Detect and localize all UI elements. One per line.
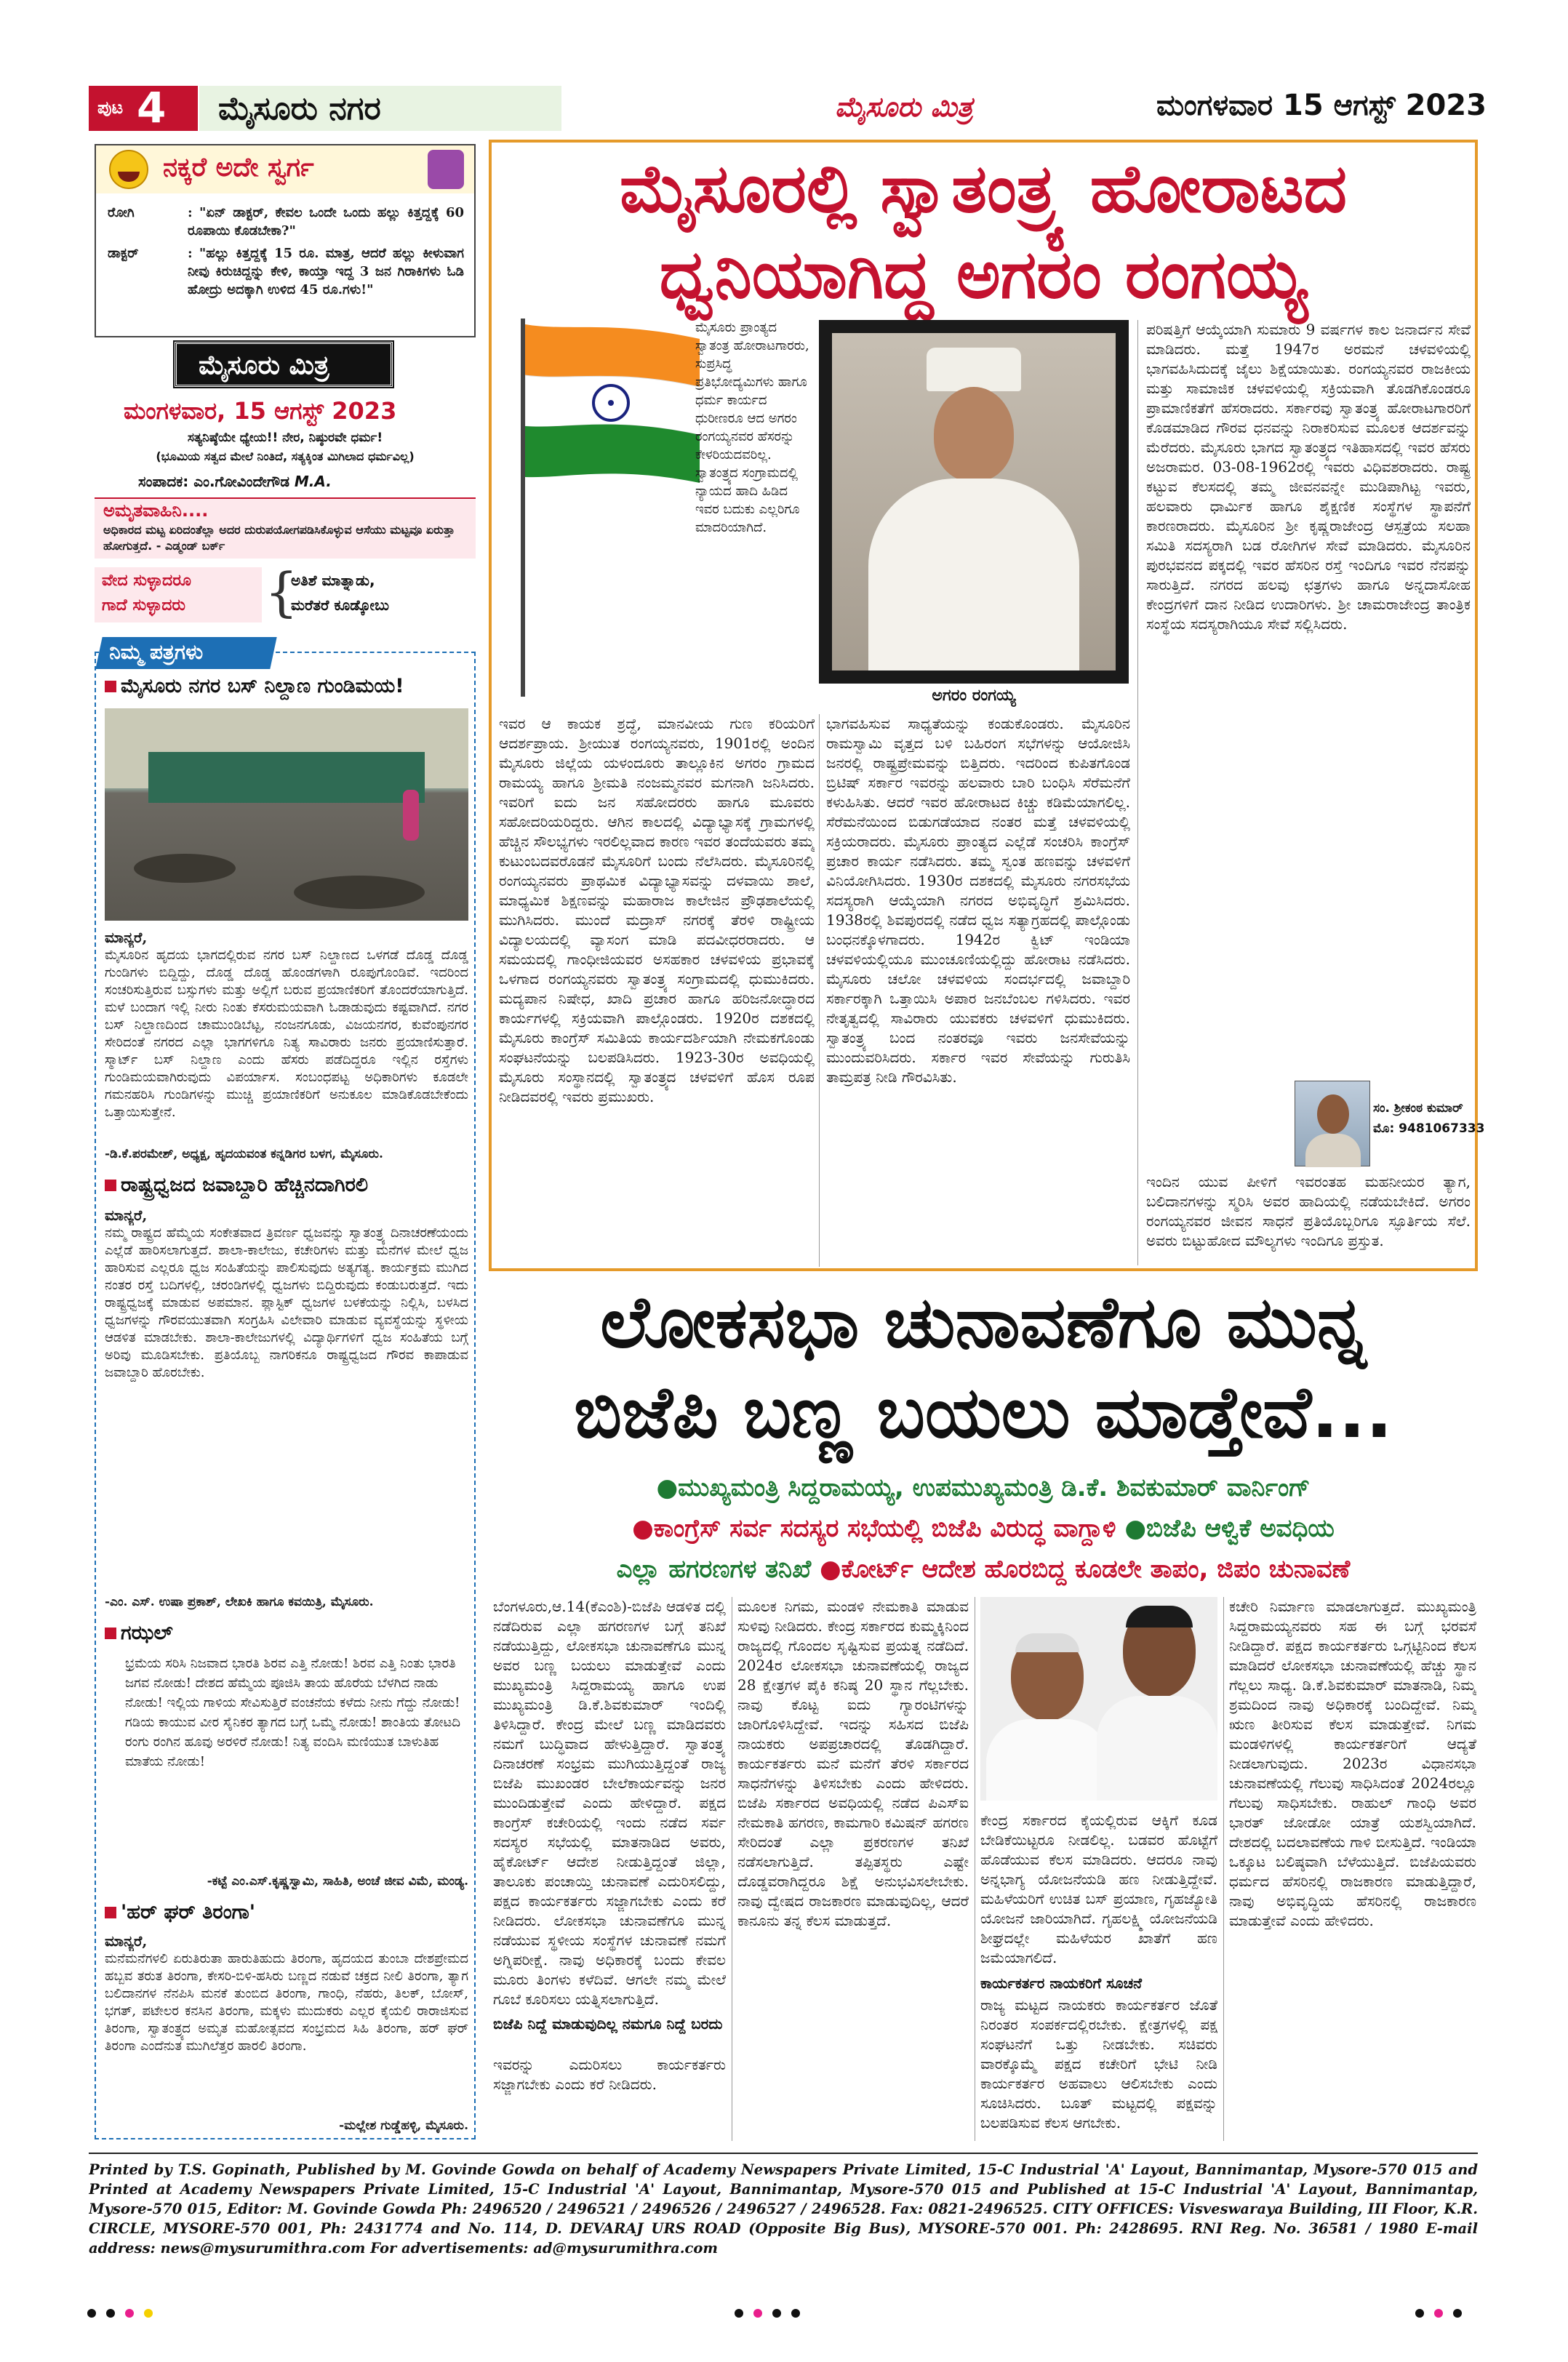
author-photo: [1295, 1081, 1370, 1166]
story2-subhead-1: ●ಮುಖ್ಯಮಂತ್ರಿ ಸಿದ್ದರಾಮಯ್ಯ, ಉಪಮುಖ್ಯಮಂತ್ರಿ ಡಿ.ಕೆ. ಶಿವಕುಮಾರ್ ವಾರ್ನಿಂಗ್: [656, 1473, 1311, 1502]
quote-title: ಅಮೃತವಾಹಿನಿ....: [103, 500, 209, 521]
joke-title: ನಕ್ಕರೆ ಅದೇ ಸ್ವರ್ಗ: [163, 153, 314, 183]
story2-subhead-2: [489, 1514, 1478, 1543]
indian-flag-image: [499, 319, 688, 697]
jester-icon: [428, 150, 464, 189]
editor-credit: [138, 473, 332, 490]
editorial-box: [95, 342, 476, 631]
tricolor-flag-icon: [525, 324, 700, 484]
joke-line-1: : "ಏನ್ ಡಾಕ್ಟರ್, ಕೇವಲ ಒಂದೇ ಒಂದು ಹಲ್ಲು ಕಿತ್ತದ್ದಕ್ಕೆ 60 ರೂಪಾಯಿ ಕೊಡಬೇಕಾ?": [188, 205, 464, 239]
letters-section: [95, 640, 476, 2139]
letter-4-signature: -ಮಲ್ಲೇಶ ಗುಡ್ಡೆಹಳ್ಳಿ, ಮೈಸೂರು.: [339, 2118, 468, 2133]
joke-title-band: [96, 145, 474, 193]
siddaramaiah-shivakumar-photo: [980, 1597, 1217, 1801]
editor-degree: M.A.: [294, 473, 332, 490]
footer-imprint: Printed by T.S. Gopinath, Published by M. Govinde Gowda on behalf of Academy Newspapers Private Limited, 15-C Industrial 'A' Layout, Bannimantap, Mysore-570 015 and Printed at Academy Newspapers Private Limited, 15-C Industrial 'A' Layout, Bannimantap, Mysore-570 015 and Published at 15-C Industrial 'A' Layout, Bannimantap, Mysore-570 015, Editor: M. Govinde Gowda Ph: 2496520 / 2496521 / 2496526 / 2496527 / 2496528. Fax: 0821-2496525. CITY OFFICES: Visveswaraya Building, III Floor, K.R. CIRCLE, MYSORE-570 001, Ph: 2431774 and No. 114, D. DEVARAJ URS ROAD (Opposite Big Bus), MYSORE-570 001. Ph: 2428695. RNI Reg. No. 36581 / 1980 E-mail address: news@mysurumithra.com For advertisements: ad@mysurumithra.com: [89, 2161, 1478, 2257]
lead-headline-1: ಮೈಸೂರಲ್ಲಿ ಸ್ವಾತಂತ್ರ್ಯ ಹೋರಾಟದ: [619, 150, 1348, 228]
story2-headline-1: ಲೋಕಸಭಾ ಚುನಾವಣೆಗೂ ಮುನ್ನ: [600, 1281, 1367, 1364]
bus-stand-photo: [105, 708, 468, 921]
joke-speaker-2: ಡಾಕ್ಟರ್: [108, 246, 139, 261]
joke-speaker-1: ರೋಗಿ: [108, 205, 135, 220]
masthead-logo-text: ಮೈಸೂರು ಮಿತ್ರ: [199, 350, 329, 380]
story2-subhead-3a: ಎಲ್ಲಾ ಹಗರಣಗಳ ತನಿಖೆ: [616, 1555, 812, 1584]
square-bullet-icon: [105, 1628, 116, 1639]
registration-marks-left: [87, 2307, 153, 2321]
page-label: ಪುಟ: [97, 97, 124, 118]
letter-3-signature: -ಕಟ್ಟೆ ಎಂ.ಎಸ್.ಕೃಷ್ಣಸ್ವಾಮಿ, ಸಾಹಿತಿ, ಅಂಚೆ ಜೀವ ವಿಮೆ, ಮಂಡ್ಯ.: [207, 1874, 468, 1889]
author-phone: ಮೊ: 9481067333: [1373, 1121, 1485, 1136]
story2-subhead-2a: ●ಕಾಂಗ್ರೆಸ್ ಸರ್ವ ಸದಸ್ಯರ ಸಭೆಯಲ್ಲಿ ಬಿಜೆಪಿ ವಿರುದ್ಧ ವಾಗ್ದಾಳಿ: [632, 1514, 1116, 1543]
letters-header-text: ನಿಮ್ಮ ಪತ್ರಗಳು: [109, 640, 204, 664]
siddaramaiah-portrait: [986, 1633, 1110, 1801]
page-number-tab: [89, 83, 198, 132]
story2-column-3-tail: ರಾಜ್ಯ ಮಟ್ಟದ ನಾಯಕರು ಕಾರ್ಯಕರ್ತರ ಜೊತೆ ನಿರಂತರ ಸಂಪರ್ಕದಲ್ಲಿರಬೇಕು. ಕ್ಷೇತ್ರಗಳಲ್ಲಿ ಪಕ್ಷ ಸಂಘಟನೆಗೆ ಒತ್ತು ನೀಡಬೇಕು. ಸಚಿವರು ವಾರಕ್ಕೊಮ್ಮೆ ಪಕ್ಷದ ಕಚೇರಿಗೆ ಭೇಟಿ ನೀಡಿ ಕಾರ್ಯಕರ್ತರ ಅಹವಾಲು ಆಲಿಸಬೇಕು ಎಂದು ಸೂಚಿಸಿದರು. ಬೂತ್ ಮಟ್ಟದಲ್ಲಿ ಪಕ್ಷವನ್ನು ಬಲಪಡಿಸುವ ಕೆಲಸ ಆಗಬೇಕು.: [980, 1996, 1217, 2131]
masthead-name: ಮೈಸೂರು ಮಿತ್ರ: [835, 90, 973, 123]
laughing-emoji-icon: [109, 150, 148, 189]
section-name: ಮೈಸೂರು ನಗರ: [218, 90, 381, 127]
story2-headline-2: ಬಿಜೆಪಿ ಬಣ್ಣ ಬಯಲು ಮಾಡ್ತೇವೆ...: [574, 1372, 1393, 1454]
square-bullet-icon: [105, 1907, 116, 1918]
author-name: ಸಂ. ಶ್ರೀಕಂಠ ಕುಮಾರ್: [1373, 1101, 1463, 1116]
letter-4-salutation: ಮಾನ್ಯರೆ,: [105, 1932, 148, 1950]
section-name-band: [199, 86, 561, 131]
story2-column-3-subhead: ಕಾರ್ಯಕರ್ತರ ನಾಯಕರಿಗೆ ಸೂಚನೆ: [980, 1974, 1143, 1992]
page-number: 4: [137, 83, 167, 132]
registration-marks-right: [1415, 2307, 1462, 2321]
editor-label: ಸಂಪಾದಕ:: [138, 473, 189, 490]
letter-3-title: ಗಝಲ್: [105, 1622, 468, 1645]
letter-1-signature: -ಡಿ.ಕೆ.ಪರಮೇಶ್, ಅಧ್ಯಕ್ಷ, ಹೃದಯವಂತ ಕನ್ನಡಿಗರ ಬಳಗ, ಮೈಸೂರು.: [105, 1147, 383, 1161]
letter-2-salutation: ಮಾನ್ಯರೆ,: [105, 1206, 148, 1224]
page-header: [89, 83, 1487, 134]
portrait-frame: [819, 320, 1129, 684]
letter-2-body: ನಮ್ಮ ರಾಷ್ಟ್ರದ ಹೆಮ್ಮೆಯ ಸಂಕೇತವಾದ ತ್ರಿವರ್ಣ ಧ್ವಜವನ್ನು ಸ್ವಾತಂತ್ರ್ಯ ದಿನಾಚರಣೆಯಂದು ಎಲ್ಲೆಡೆ ಹಾರಿಸಲಾಗುತ್ತದೆ. ಶಾಲಾ-ಕಾಲೇಜು, ಕಚೇರಿಗಳು ಮತ್ತು ಮನೆಗಳ ಮೇಲೆ ಧ್ವಜ ಹಾರಿಸುವ ಎಲ್ಲರೂ ಧ್ವಜ ಸಂಹಿತೆಯನ್ನು ಪಾಲಿಸುವುದು ಅತ್ಯಗತ್ಯ. ಕಾರ್ಯಕ್ರಮ ಮುಗಿದ ನಂತರ ರಸ್ತೆ ಬದಿಗಳಲ್ಲಿ, ಚರಂಡಿಗಳಲ್ಲಿ ಧ್ವಜಗಳು ಬಿದ್ದಿರುವುದು ಕಂಡುಬರುತ್ತದೆ. ಇದು ರಾಷ್ಟ್ರಧ್ವಜಕ್ಕೆ ಮಾಡುವ ಅಪಮಾನ. ಪ್ಲಾಸ್ಟಿಕ್ ಧ್ವಜಗಳ ಬಳಕೆಯನ್ನು ನಿಲ್ಲಿಸಿ, ಬಳಸಿದ ಧ್ವಜಗಳನ್ನು ಗೌರವಯುತವಾಗಿ ಸಂಗ್ರಹಿಸಿ ವಿಲೇವಾರಿ ಮಾಡುವ ವ್ಯವಸ್ಥೆಯನ್ನು ಸ್ಥಳೀಯ ಆಡಳಿತ ಮಾಡಬೇಕು. ಶಾಲಾ-ಕಾಲೇಜುಗಳಲ್ಲಿ ವಿದ್ಯಾರ್ಥಿಗಳಿಗೆ ಧ್ವಜ ಸಂಹಿತೆಯ ಬಗ್ಗೆ ಅರಿವು ಮೂಡಿಸಬೇಕು. ಪ್ರತಿಯೊಬ್ಬ ನಾಗರಿಕನೂ ರಾಷ್ಟ್ರಧ್ವಜದ ಗೌರವ ಕಾಪಾಡುವ ಜವಾಬ್ದಾರಿ ಹೊರಬೇಕು.: [105, 1225, 468, 1380]
letter-4-body: ಮನೆಮನೆಗಳಲಿ ಏರುತಿರುತಾ ಹಾರುತಿಹುದು ತಿರಂಗಾ, ಹೃದಯದ ತುಂಬಾ ದೇಶಪ್ರೇಮದ ಹಬ್ಬವ ತರುತ ತಿರಂಗಾ, ಕೇಸರಿ-ಬಿಳಿ-ಹಸಿರು ಬಣ್ಣದ ನಡುವೆ ಚಕ್ರದ ನೀಲಿ ತಿರಂಗಾ, ತ್ಯಾಗ ಬಲಿದಾನಗಳ ನೆನಪಿಸಿ ಮನಕೆ ತುಂಬಿದ ತಿರಂಗಾ, ಗಾಂಧಿ, ನೆಹರು, ತಿಲಕ್, ಬೋಸ್, ಭಗತ್, ಪಟೇಲರ ಕನಸಿನ ತಿರಂಗಾ, ಮಕ್ಕಳು ಮುದುಕರು ಎಲ್ಲರ ಕೈಯಲಿ ರಾರಾಜಿಸುವ ತಿರಂಗಾ, ಸ್ವಾತಂತ್ರ್ಯದ ಅಮೃತ ಮಹೋತ್ಸವದ ಸಂಭ್ರಮದ ಸಿಹಿ ತಿರಂಗಾ, ಹರ್ ಘರ್ ತಿರಂಗಾ ಎಂದೆನುತ ಮುಗಿಲೆತ್ತರ ಹಾರಲಿ ತಿರಂಗಾ.: [105, 1951, 468, 2054]
proverb-right-2: ಮರೆತರೆ ಕೂಡ್ಕೋಬು: [291, 596, 389, 614]
letter-1-title: ಮೈಸೂರು ನಗರ ಬಸ್ ನಿಲ್ದಾಣ ಗುಂಡಿಮಯ!: [105, 675, 468, 698]
letter-3-body: ಭ್ರಮೆಯ ಸರಿಸಿ ನಿಜವಾದ ಭಾರತಿ ಶಿರವ ಎತ್ತಿ ನೋಡು! ಶಿರವ ಎತ್ತಿ ನಿಂತು ಭಾರತಿ ಜಗವ ನೋಡು! ದೇಶದ ಹೆಮ್ಮೆಯ ಪೂಜಿಸಿ ತಾಯ ಹೊರೆಯ ಬೆಳಗಿದ ನಾಡು ನೋಡು! ಇಲ್ಲಿಯ ಗಾಳಿಯ ಸೇವಿಸುತ್ತಿರೆ ವಂಚನೆಯ ಕಳೆದು ನೀನು ಗೆದ್ದು ನೋಡು! ಗಡಿಯ ಕಾಯುವ ವೀರ ಸೈನಿಕರ ತ್ಯಾಗದ ಬಗ್ಗೆ ಒಮ್ಮೆ ನೋಡು! ಶಾಂತಿಯ ತೋಟದಿ ರಂಗು ರಂಗಿನ ಹೂವು ಅರಳಿರೆ ನೋಡು! ನಿತ್ಯ ವಂದಿಸಿ ಮಣಿಯುತ ಬಾಳುತಿಹ ಮಾತೆಯ ನೋಡು!: [125, 1656, 461, 1769]
quote-text: ಅಧಿಕಾರದ ಮಟ್ಟ ಏರಿದಂತೆಲ್ಲಾ ಅದರ ದುರುಪಯೋಗಪಡಿಸಿಕೊಳ್ಳುವ ಆಸೆಯು ಮಟ್ಟವೂ ಏರುತ್ತಾ ಹೋಗುತ್ತದೆ. - ಎಡ್ಮಂಡ್ ಬರ್ಕ್: [103, 523, 455, 553]
proverb-left-1: ವೇದ ಸುಳ್ಳಾದರೂ: [102, 572, 191, 590]
portrait-caption: ಅಗರಂ ರಂಗಯ್ಯ: [932, 686, 1016, 705]
shivakumar-portrait: [1097, 1606, 1217, 1801]
letter-4-title: 'ಹರ್ ಘರ್ ತಿರಂಗಾ': [105, 1901, 468, 1924]
lead-column-3: ಪರಿಷತ್ತಿಗೆ ಆಯ್ಕೆಯಾಗಿ ಸುಮಾರು 9 ವರ್ಷಗಳ ಕಾಲ ಜನಾರ್ದನ ಸೇವೆ ಮಾಡಿದರು. ಮತ್ತೆ 1947ರ ಅರಮನೆ ಚಳವಳಿಯಲ್ಲಿ ಭಾಗವಹಿಸಿದುದಕ್ಕೆ ಜೈಲು ಶಿಕ್ಷೆಯಾಯಿತು. ರಂಗಯ್ಯನವರ ರಾಜಕೀಯ ಮತ್ತು ಸಾಮಾಜಿಕ ಚಳವಳಿಯಲ್ಲಿ ಸಕ್ರಿಯವಾಗಿ ತೊಡಗಿಕೊಂಡರೂ ಪ್ರಾಮಾಣಿಕತೆಗೆ ಹೆಸರಾದರು. ಸರ್ಕಾರವು ಸ್ವಾತಂತ್ರ್ಯ ಹೋರಾಟಗಾರರಿಗೆ ಕೊಡಮಾಡಿದ ಗೌರವ ಧನವನ್ನು ನಿರಾಕರಿಸುವ ಮೂಲಕ ಆದರ್ಶವನ್ನು ಮೆರೆದರು. ಮೈಸೂರು ಭಾಗದ ಸ್ವಾತಂತ್ರ್ಯದ ಇತಿಹಾಸದಲ್ಲಿ ಇವರ ಹೆಸರು ಅಜರಾಮರ. 03-08-1962ರಲ್ಲಿ ಇವರು ವಿಧಿವಶರಾದರು. ರಾಷ್ಟ್ರ ಕಟ್ಟುವ ಕೆಲಸದಲ್ಲಿ ತಮ್ಮ ಜೀವನವನ್ನೇ ಮುಡಿಪಾಗಿಟ್ಟ ಇವರು, ಹಲವಾರು ಧಾರ್ಮಿಕ ಹಾಗೂ ಶೈಕ್ಷಣಿಕ ಸಂಸ್ಥೆಗಳ ಸ್ಥಾಪನೆಗೆ ಕಾರಣರಾದರು. ಮೈಸೂರಿನ ಶ್ರೀ ಕೃಷ್ಣರಾಜೇಂದ್ರ ಆಸ್ಪತ್ರೆಯ ಸಲಹಾ ಸಮಿತಿ ಸದಸ್ಯರಾಗಿ ಬಡ ರೋಗಿಗಳ ಸೇವೆ ಮಾಡಿದರು. ಮೈಸೂರಿನ ಪುರಭವನದ ಪಕ್ಕದಲ್ಲಿ ಇವರ ಹೆಸರಿನ ರಸ್ತೆ ಇಂದಿಗೂ ಇವರ ನೆನಪನ್ನು ಸಾರುತ್ತಿದೆ. ನಗರದ ಹಲವು ಛತ್ರಗಳು ಹಾಗೂ ಅನ್ನದಾಸೋಹ ಕೇಂದ್ರಗಳಿಗೆ ದಾನ ನೀಡಿದ ಉದಾರಿಗಳು. ಶ್ರೀ ಚಾಮರಾಜೇಂದ್ರ ತಾಂತ್ರಿಕ ಸಂಸ್ಥೆಯ ಸದಸ್ಯರಾಗಿಯೂ ಸೇವೆ ಸಲ್ಲಿಸಿದರು.: [1146, 321, 1471, 633]
lead-column-1: ಇವರ ಆ ಕಾಯಕ ಶ್ರದ್ಧೆ, ಮಾನವೀಯ ಗುಣ ಕರಿಯರಿಗೆ ಆದರ್ಶಪ್ರಾಯ. ಶ್ರೀಯುತ ರಂಗಯ್ಯನವರು, 1901ರಲ್ಲಿ ಅಂದಿನ ಮೈಸೂರು ಜಿಲ್ಲೆಯ ಯಳಂದೂರು ತಾಲ್ಲೂಕಿನ ಅಗರಂ ಗ್ರಾಮದ ರಾಮಯ್ಯ ಹಾಗೂ ಶ್ರೀಮತಿ ನಂಜಮ್ಮನವರ ಮಗನಾಗಿ ಜನಿಸಿದರು. ಇವರಿಗೆ ಐದು ಜನ ಸಹೋದರರು ಹಾಗೂ ಮೂವರು ಸಹೋದರಿಯರಿದ್ದರು. ಆಗಿನ ಕಾಲದಲ್ಲಿ ವಿದ್ಯಾಭ್ಯಾಸಕ್ಕೆ ಗ್ರಾಮಗಳಲ್ಲಿ ಹೆಚ್ಚಿನ ಸೌಲಭ್ಯಗಳು ಇರಲಿಲ್ಲವಾದ ಕಾರಣ ಇವರ ತಂದೆಯವರು ತಮ್ಮ ಕುಟುಂಬದವರೊಡನೆ ಮೈಸೂರಿಗೆ ಬಂದು ನೆಲೆಸಿದರು. ಮೈಸೂರಿನಲ್ಲಿ ರಂಗಯ್ಯನವರು ಪ್ರಾಥಮಿಕ ವಿದ್ಯಾಭ್ಯಾಸವನ್ನು ದಳವಾಯಿ ಶಾಲೆ, ಮಾಧ್ಯಮಿಕ ಶಿಕ್ಷಣವನ್ನು ಮಹಾರಾಜ ಕಾಲೇಜಿನ ಪ್ರೌಢಶಾಲೆಯಲ್ಲಿ ಮುಗಿಸಿದರು. ಮುಂದೆ ಮದ್ರಾಸ್ ನಗರಕ್ಕೆ ತೆರಳಿ ರಾಷ್ಟ್ರೀಯ ವಿದ್ಯಾಲಯದಲ್ಲಿ ವ್ಯಾಸಂಗ ಮಾಡಿ ಪದವೀಧರರಾದರು. ಆ ಸಮಯದಲ್ಲಿ ಗಾಂಧೀಜಿಯವರ ಅಸಹಕಾರ ಚಳವಳಿಯ ಪ್ರಭಾವಕ್ಕೆ ಒಳಗಾದ ರಂಗಯ್ಯನವರು ಸ್ವಾತಂತ್ರ್ಯ ಸಂಗ್ರಾಮದಲ್ಲಿ ಧುಮುಕಿದರು. ಮದ್ಯಪಾನ ನಿಷೇಧ, ಖಾದಿ ಪ್ರಚಾರ ಹಾಗೂ ಹರಿಜನೋದ್ಧಾರದ ಕಾರ್ಯಗಳಲ್ಲಿ ಸಕ್ರಿಯವಾಗಿ ಪಾಲ್ಗೊಂಡರು. 1920ರ ದಶಕದಲ್ಲಿ ಮೈಸೂರು ಕಾಂಗ್ರೆಸ್ ಸಮಿತಿಯ ಕಾರ್ಯದರ್ಶಿಯಾಗಿ ನೇಮಕಗೊಂಡು ಸಂಘಟನೆಯನ್ನು ಬಲಪಡಿಸಿದರು. 1923-30ರ ಅವಧಿಯಲ್ಲಿ ಮೈಸೂರು ಸಂಸ್ಥಾನದಲ್ಲಿ ಸ್ವಾತಂತ್ರ್ಯದ ಚಳವಳಿಗೆ ಹೊಸ ರೂಪ ನೀಡಿದವರಲ್ಲಿ ಇವರು ಪ್ರಮುಖರು.: [499, 715, 815, 1105]
brace-glyph: {: [265, 561, 298, 622]
editor-name: ಎಂ.ಗೋವಿಂದೇಗೌಡ: [193, 473, 289, 490]
proverb-left-2: ಗಾದೆ ಸುಳ್ಳಾದರು: [102, 596, 186, 614]
square-bullet-icon: [105, 681, 116, 692]
letter-1-body: ಮೈಸೂರಿನ ಹೃದಯ ಭಾಗದಲ್ಲಿರುವ ನಗರ ಬಸ್ ನಿಲ್ದಾಣದ ಒಳಗಡೆ ದೊಡ್ಡ ದೊಡ್ಡ ಗುಂಡಿಗಳು ಬಿದ್ದಿದ್ದು, ದೊಡ್ಡ ದೊಡ್ಡ ಹೊಂಡಗಳಾಗಿ ರೂಪುಗೊಂಡಿವೆ. ಇದರಿಂದ ಸಂಚರಿಸುತ್ತಿರುವ ಬಸ್ಸುಗಳು ಮತ್ತು ಅಲ್ಲಿಗೆ ಬರುವ ಪ್ರಯಾಣಿಕರಿಗೆ ತೊಂದರೆಯಾಗುತ್ತಿದೆ. ಮಳೆ ಬಂದಾಗ ಇಲ್ಲಿ ನೀರು ನಿಂತು ಕೆಸರುಮಯವಾಗಿ ಓಡಾಡುವುದು ಕಷ್ಟವಾಗಿದೆ. ನಗರ ಬಸ್ ನಿಲ್ದಾಣದಿಂದ ಚಾಮುಂಡಿಬೆಟ್ಟ, ನಂಜನಗೂಡು, ವಿಜಯನಗರ, ಕುವೆಂಪುನಗರ ಸೇರಿದಂತೆ ನಗರದ ಎಲ್ಲಾ ಭಾಗಗಳಿಗೂ ನಿತ್ಯ ಸಾವಿರಾರು ಜನರು ಪ್ರಯಾಣಿಸುತ್ತಾರೆ. ಸ್ಮಾರ್ಟ್ ಬಸ್ ನಿಲ್ದಾಣ ಎಂದು ಹೆಸರು ಪಡೆದಿದ್ದರೂ ಇಲ್ಲಿನ ರಸ್ತೆಗಳು ಗುಂಡಿಮಯವಾಗಿರುವುದು ವಿಪರ್ಯಾಸ. ಸಂಬಂಧಪಟ್ಟ ಅಧಿಕಾರಿಗಳು ಕೂಡಲೇ ಗಮನಹರಿಸಿ ಗುಂಡಿಗಳನ್ನು ಮುಚ್ಚಿ ಪ್ರಯಾಣಿಕರಿಗೆ ಅನುಕೂಲ ಮಾಡಿಕೊಡಬೇಕೆಂದು ಒತ್ತಾಯಿಸುತ್ತೇನೆ.: [105, 948, 468, 1120]
proverb-box: [95, 561, 476, 622]
letter-2-title: ರಾಷ್ಟ್ರಧ್ವಜದ ಜವಾಬ್ದಾರಿ ಹೆಚ್ಚಿನದಾಗಿರಲಿ: [105, 1174, 468, 1197]
letter-1-salutation: ಮಾನ್ಯರೆ,: [105, 929, 148, 946]
story2-column-3: ಕೇಂದ್ರ ಸರ್ಕಾರದ ಕೈಯಲ್ಲಿರುವ ಆಕ್ಕಿಗೆ ಕೂಡ ಬೇಡಿಕೆಯಿಟ್ಟರೂ ನೀಡಲಿಲ್ಲ. ಬಡವರ ಹೊಟ್ಟೆಗೆ ಹೊಡೆಯುವ ಕೆಲಸ ಮಾಡಿದರು. ಆದರೂ ನಾವು ಅನ್ನಭಾಗ್ಯ ಯೋಜನೆಯಡಿ ಹಣ ನೀಡುತ್ತಿದ್ದೇವೆ. ಮಹಿಳೆಯರಿಗೆ ಉಚಿತ ಬಸ್ ಪ್ರಯಾಣ, ಗೃಹಜ್ಯೋತಿ ಯೋಜನೆ ಜಾರಿಯಾಗಿದೆ. ಗೃಹಲಕ್ಷ್ಮಿ ಯೋಜನೆಯಡಿ ಶೀಘ್ರದಲ್ಲೇ ಮಹಿಳೆಯರ ಖಾತೆಗೆ ಹಣ ಜಮೆಯಾಗಲಿದೆ.: [980, 1811, 1217, 1966]
story2-column-4: ಕಚೇರಿ ನಿರ್ಮಾಣ ಮಾಡಲಾಗುತ್ತದೆ. ಮುಖ್ಯಮಂತ್ರಿ ಸಿದ್ದರಾಮಯ್ಯನವರು ಸಹ ಈ ಬಗ್ಗೆ ಭರವಸೆ ನೀಡಿದ್ದಾರೆ. ಪಕ್ಷದ ಕಾರ್ಯಕರ್ತರು ಒಗ್ಗಟ್ಟಿನಿಂದ ಕೆಲಸ ಮಾಡಿದರೆ ಲೋಕಸಭಾ ಚುನಾವಣೆಯಲ್ಲಿ ಹೆಚ್ಚು ಸ್ಥಾನ ಗೆಲ್ಲಲು ಸಾಧ್ಯ. ಡಿ.ಕೆ.ಶಿವಕುಮಾರ್ ಮಾತನಾಡಿ, ನಿಮ್ಮ ಶ್ರಮದಿಂದ ನಾವು ಅಧಿಕಾರಕ್ಕೆ ಬಂದಿದ್ದೇವೆ. ನಿಮ್ಮ ಋಣ ತೀರಿಸುವ ಕೆಲಸ ಮಾಡುತ್ತೇವೆ. ನಿಗಮ ಮಂಡಳಿಗಳಲ್ಲಿ ಕಾರ್ಯಕರ್ತರಿಗೆ ಆದ್ಯತೆ ನೀಡಲಾಗುವುದು. 2023ರ ವಿಧಾನಸಭಾ ಚುನಾವಣೆಯಲ್ಲಿ ಗೆಲುವು ಸಾಧಿಸಿದಂತೆ 2024ರಲ್ಲೂ ಗೆಲುವು ಸಾಧಿಸಬೇಕು. ರಾಹುಲ್ ಗಾಂಧಿ ಅವರ ಭಾರತ್ ಜೋಡೋ ಯಾತ್ರೆ ಯಶಸ್ವಿಯಾಗಿದೆ. ದೇಶದಲ್ಲಿ ಬದಲಾವಣೆಯ ಗಾಳಿ ಬೀಸುತ್ತಿದೆ. ಇಂಡಿಯಾ ಒಕ್ಕೂಟ ಬಲಿಷ್ಠವಾಗಿ ಬೆಳೆಯುತ್ತಿದೆ. ಬಿಜೆಪಿಯವರು ಧರ್ಮದ ಹೆಸರಿನಲ್ಲಿ ರಾಜಕಾರಣ ಮಾಡುತ್ತಿದ್ದಾರೆ, ನಾವು ಅಭಿವೃದ್ಧಿಯ ಹೆಸರಿನಲ್ಲಿ ರಾಜಕಾರಣ ಮಾಡುತ್ತೇವೆ ಎಂದು ಹೇಳಿದರು.: [1229, 1598, 1476, 1929]
story2-column-2: ಮೂಲಕ ನಿಗಮ, ಮಂಡಳಿ ನೇಮಕಾತಿ ಮಾಡುವ ಸುಳಿವು ನೀಡಿದರು. ಕೇಂದ್ರ ಸರ್ಕಾರದ ಕುಮ್ಮಕ್ಕಿನಿಂದ ರಾಜ್ಯದಲ್ಲಿ ಗೊಂದಲ ಸೃಷ್ಟಿಸುವ ಪ್ರಯತ್ನ ನಡೆದಿದೆ. 2024ರ ಲೋಕಸಭಾ ಚುನಾವಣೆಯಲ್ಲಿ ರಾಜ್ಯದ 28 ಕ್ಷೇತ್ರಗಳ ಪೈಕಿ ಕನಿಷ್ಠ 20 ಸ್ಥಾನ ಗೆಲ್ಲಬೇಕು. ನಾವು ಕೊಟ್ಟ ಐದು ಗ್ಯಾರಂಟಿಗಳನ್ನು ಜಾರಿಗೊಳಿಸಿದ್ದೇವೆ. ಇದನ್ನು ಸಹಿಸದ ಬಿಜೆಪಿ ನಾಯಕರು ಅಪಪ್ರಚಾರದಲ್ಲಿ ತೊಡಗಿದ್ದಾರೆ. ಕಾರ್ಯಕರ್ತರು ಮನೆ ಮನೆಗೆ ತೆರಳಿ ಸರ್ಕಾರದ ಸಾಧನೆಗಳನ್ನು ತಿಳಿಸಬೇಕು ಎಂದು ಹೇಳಿದರು. ಬಿಜೆಪಿ ಸರ್ಕಾರದ ಅವಧಿಯಲ್ಲಿ ನಡೆದ ಪಿಎಸ್ಐ ನೇಮಕಾತಿ ಹಗರಣ, ಕಾಮಗಾರಿ ಕಮಿಷನ್ ಹಗರಣ ಸೇರಿದಂತೆ ಎಲ್ಲಾ ಪ್ರಕರಣಗಳ ತನಿಖೆ ನಡೆಸಲಾಗುತ್ತಿದೆ. ತಪ್ಪಿತಸ್ಥರು ಎಷ್ಟೇ ದೊಡ್ಡವರಾಗಿದ್ದರೂ ಶಿಕ್ಷೆ ಅನುಭವಿಸಲೇಬೇಕು. ನಾವು ದ್ವೇಷದ ರಾಜಕಾರಣ ಮಾಡುವುದಿಲ್ಲ, ಆದರೆ ಕಾನೂನು ತನ್ನ ಕೆಲಸ ಮಾಡುತ್ತದೆ.: [737, 1598, 969, 1929]
story2-subhead-2b: ●ಬಿಜೆಪಿ ಆಳ್ವಿಕೆ ಅವಧಿಯ: [1124, 1514, 1335, 1543]
masthead-logo: [175, 342, 393, 387]
registration-marks-center: [735, 2307, 800, 2321]
story2-subhead-3: [489, 1555, 1478, 1584]
agaram-rangayya-portrait: [832, 333, 1116, 670]
lead-column-3-tail: ಇಂದಿನ ಯುವ ಪೀಳಿಗೆ ಇವರಂತಹ ಮಹನೀಯರ ತ್ಯಾಗ, ಬಲಿದಾನಗಳನ್ನು ಸ್ಮರಿಸಿ ಅವರ ಹಾದಿಯಲ್ಲಿ ನಡೆಯಬೇಕಿದೆ. ಅಗರಂ ರಂಗಯ್ಯನವರ ಜೀವನ ಸಾಧನೆ ಪ್ರತಿಯೊಬ್ಬರಿಗೂ ಸ್ಫೂರ್ತಿಯ ಸೆಲೆ. ಅವರು ಬಿಟ್ಟುಹೋದ ಮೌಲ್ಯಗಳು ಇಂದಿಗೂ ಪ್ರಸ್ತುತ.: [1146, 1173, 1471, 1249]
joke-line-2: : "ಹಲ್ಲು ಕಿತ್ತದ್ದಕ್ಕೆ 15 ರೂ. ಮಾತ್ರ, ಆದರೆ ಹಲ್ಲು ಕೀಳುವಾಗ ನೀವು ಕಿರುಚಿದ್ದನ್ನು ಕೇಳಿ, ಕಾಯ್ತಾ ಇದ್ದ 3 ಜನ ಗಿರಾಕಿಗಳು ಓಡಿ ಹೋದ್ರು ಅದಕ್ಕಾಗಿ ಉಳಿದ 45 ರೂ.ಗಳು!": [188, 246, 464, 297]
lead-column-2: ಭಾಗವಹಿಸುವ ಸಾಧ್ಯತೆಯನ್ನು ಕಂಡುಕೊಂಡರು. ಮೈಸೂರಿನ ರಾಮಸ್ವಾಮಿ ವೃತ್ತದ ಬಳಿ ಬಹಿರಂಗ ಸಭೆಗಳನ್ನು ಆಯೋಜಿಸಿ ಜನರಲ್ಲಿ ರಾಷ್ಟ್ರಪ್ರೇಮವನ್ನು ಬಿತ್ತಿದರು. ಇದರಿಂದ ಕುಪಿತಗೊಂಡ ಬ್ರಿಟಿಷ್ ಸರ್ಕಾರ ಇವರನ್ನು ಹಲವಾರು ಬಾರಿ ಬಂಧಿಸಿ ಸೆರೆಮನೆಗೆ ಕಳುಹಿಸಿತು. ಆದರೆ ಇವರ ಹೋರಾಟದ ಕಿಚ್ಚು ಕಡಿಮೆಯಾಗಲಿಲ್ಲ. ಸೆರೆಮನೆಯಿಂದ ಬಿಡುಗಡೆಯಾದ ನಂತರ ಮತ್ತೆ ಚಳವಳಿಯಲ್ಲಿ ಸಕ್ರಿಯರಾದರು. ಮೈಸೂರು ಪ್ರಾಂತ್ಯದ ಎಲ್ಲೆಡೆ ಸಂಚರಿಸಿ ಕಾಂಗ್ರೆಸ್ ಪ್ರಚಾರ ಕಾರ್ಯ ನಡೆಸಿದರು. ತಮ್ಮ ಸ್ವಂತ ಹಣವನ್ನು ಚಳವಳಿಗೆ ವಿನಿಯೋಗಿಸಿದರು. 1930ರ ದಶಕದಲ್ಲಿ ಮೈಸೂರು ನಗರಸಭೆಯ ಸದಸ್ಯರಾಗಿ ಆಯ್ಕೆಯಾಗಿ ನಗರದ ಅಭಿವೃದ್ಧಿಗೆ ಶ್ರಮಿಸಿದರು. 1938ರಲ್ಲಿ ಶಿವಪುರದಲ್ಲಿ ನಡೆದ ಧ್ವಜ ಸತ್ಯಾಗ್ರಹದಲ್ಲಿ ಪಾಲ್ಗೊಂಡು ಬಂಧನಕ್ಕೊಳಗಾದರು. 1942ರ ಕ್ವಿಟ್ ಇಂಡಿಯಾ ಚಳವಳಿಯಲ್ಲಿಯೂ ಮುಂಚೂಣಿಯಲ್ಲಿದ್ದು ಹೋರಾಟ ನಡೆಸಿದರು. ಮೈಸೂರು ಚಲೋ ಚಳವಳಿಯ ಸಂದರ್ಭದಲ್ಲಿ ಜವಾಬ್ದಾರಿ ಸರ್ಕಾರಕ್ಕಾಗಿ ಒತ್ತಾಯಿಸಿ ಅಪಾರ ಜನಬೆಂಬಲ ಗಳಿಸಿದರು. ಇವರ ನೇತೃತ್ವದಲ್ಲಿ ಸಾವಿರಾರು ಯುವಕರು ಚಳವಳಿಗೆ ಧುಮುಕಿದರು. ಸ್ವಾತಂತ್ರ್ಯ ಬಂದ ನಂತರವೂ ಇವರು ಜನಸೇವೆಯನ್ನು ಮುಂದುವರಿಸಿದರು. ಸರ್ಕಾರ ಇವರ ಸೇವೆಯನ್ನು ಗುರುತಿಸಿ ತಾಮ್ರಪತ್ರ ನೀಡಿ ಗೌರವಿಸಿತು.: [826, 715, 1130, 1086]
joke-box: [95, 144, 476, 337]
editorial-motto-1: ಸತ್ಯನಿಷ್ಠೆಯೇ ಧ್ಯೇಯ!! ನೇರ, ನಿಷ್ಠುರವೇ ಧರ್ಮ!: [187, 431, 383, 445]
story2-column-1-tail: ಇವರನ್ನು ಎದುರಿಸಲು ಕಾರ್ಯಕರ್ತರು ಸಜ್ಜಾಗಬೇಕು ಎಂದು ಕರೆ ನೀಡಿದರು.: [493, 2056, 726, 2093]
editorial-motto-2: (ಭೂಮಿಯ ಸತ್ವದ ಮೇಲೆ ನಿಂತಿದೆ, ಸತ್ಯಕ್ಕಿಂತ ಮಿಗಿಲಾದ ಧರ್ಮವಿಲ್ಲ): [156, 449, 415, 463]
letter-2-signature: -ಎಂ. ಎಸ್. ಉಷಾ ಪ್ರಕಾಶ್, ಲೇಖಕಿ ಹಾಗೂ ಕವಯಿತ್ರಿ, ಮೈಸೂರು.: [105, 1595, 374, 1609]
lead-story-frame: [489, 140, 1485, 1271]
letters-header: [95, 637, 276, 669]
issue-date: ಮಂಗಳವಾರ 15 ಆಗಸ್ಟ್ 2023: [1156, 89, 1487, 122]
footer-rule: [89, 2153, 1478, 2154]
square-bullet-icon: [105, 1180, 116, 1191]
lead-intro: ಮೈಸೂರು ಪ್ರಾಂತ್ಯದ ಸ್ವಾತಂತ್ರ ಹೋರಾಟಗಾರರು, ಸುಪ್ರಸಿದ್ಧ ಪ್ರತಿಭೋದ್ಯಮಿಗಳು ಹಾಗೂ ಧರ್ಮ ಕಾರ್ಯದ ಧುರೀಣರೂ ಆದ ಅಗರಂ ರಂಗಯ್ಯನವರ ಹೆಸರನ್ನು ಕೇಳರಿಯದವರಿಲ್ಲ. ಸ್ವಾತಂತ್ರ್ಯದ ಸಂಗ್ರಾಮದಲ್ಲಿ ನ್ಯಾಯದ ಹಾದಿ ಹಿಡಿದ ಇವರ ಬದುಕು ಎಲ್ಲರಿಗೂ ಮಾದರಿಯಾಗಿದೆ.: [695, 320, 809, 535]
proverb-right-1: ಅತಿಶೆ ಮಾತ್ನಾಡು,: [291, 572, 375, 589]
editorial-date: ಮಂಗಳವಾರ, 15 ಆಗಸ್ಟ್ 2023: [124, 397, 397, 425]
lead-headline-2: ಧ್ವನಿಯಾಗಿದ್ದ ಅಗರಂ ರಂಗಯ್ಯ: [659, 236, 1308, 313]
quote-box: [95, 497, 476, 559]
story2-column-1: ಬೆಂಗಳೂರು,ಆ.14(ಕೆಎಂಶಿ)-ಬಿಜೆಪಿ ಆಡಳಿತ ದಲ್ಲಿ ನಡೆದಿರುವ ಎಲ್ಲಾ ಹಗರಣಗಳ ಬಗ್ಗೆ ತನಿಖೆ ನಡೆಯುತ್ತಿದ್ದು, ಲೋಕಸಭಾ ಚುನಾವಣೆಗೂ ಮುನ್ನ ಅವರ ಬಣ್ಣ ಬಯಲು ಮಾಡುತ್ತೇವೆ ಎಂದು ಮುಖ್ಯಮಂತ್ರಿ ಸಿದ್ದರಾಮಯ್ಯ ಹಾಗೂ ಉಪ ಮುಖ್ಯಮಂತ್ರಿ ಡಿ.ಕೆ.ಶಿವಕುಮಾರ್ ಇಂದಿಲ್ಲಿ ತಿಳಿಸಿದ್ದಾರೆ. ಕೇಂದ್ರ ಮೇಲೆ ಬಣ್ಣ ಮಾಡಿದವರು ನಮಗೆ ಬುದ್ಧಿವಾದ ಹೇಳುತ್ತಿದ್ದಾರೆ. ಸ್ವಾತಂತ್ರ್ಯ ದಿನಾಚರಣೆ ಸಂಭ್ರಮ ಮುಗಿಯುತ್ತಿದ್ದಂತೆ ರಾಜ್ಯ ಬಿಜೆಪಿ ಮುಖಂಡರ ಬೇಲೆಕಾರ್ಯವನ್ನು ಜನರ ಮುಂದಿಡುತ್ತೇವೆ ಎಂದು ಹೇಳಿದ್ದಾರೆ. ಪಕ್ಷದ ಕಾಂಗ್ರೆಸ್ ಕಚೇರಿಯಲ್ಲಿ ಇಂದು ನಡೆದ ಸರ್ವ ಸದಸ್ಯರ ಸಭೆಯಲ್ಲಿ ಮಾತನಾಡಿದ ಅವರು, ಹೈಕೋರ್ಟ್ ಆದೇಶ ನೀಡುತ್ತಿದ್ದಂತೆ ಜಿಲ್ಲಾ, ತಾಲೂಕು ಪಂಚಾಯ್ತಿ ಚುನಾವಣೆ ಎದುರಿಸಲಿದ್ದು, ಪಕ್ಷದ ಕಾರ್ಯಕರ್ತರು ಸಜ್ಜಾಗಬೇಕು ಎಂದು ಕರೆ ನೀಡಿದರು. ಲೋಕಸಭಾ ಚುನಾವಣೆಗೂ ಮುನ್ನ ನಡೆಯುವ ಸ್ಥಳೀಯ ಸಂಸ್ಥೆಗಳ ಚುನಾವಣೆ ನಮಗೆ ಅಗ್ನಿಪರೀಕ್ಷೆ. ನಾವು ಅಧಿಕಾರಕ್ಕೆ ಬಂದು ಕೇವಲ ಮೂರು ತಿಂಗಳು ಕಳೆದಿವೆ. ಆಗಲೇ ನಮ್ಮ ಮೇಲೆ ಗೂಬೆ ಕೂರಿಸಲು ಯತ್ನಿಸಲಾಗುತ್ತಿದೆ.: [493, 1598, 726, 2008]
story2-subhead-3b: ●ಕೋರ್ಟ್ ಆದೇಶ ಹೊರಬಿದ್ದ ಕೂಡಲೇ ತಾಪಂ, ಜಿಪಂ ಚುನಾವಣೆ: [820, 1555, 1351, 1584]
story2-column-1-subhead: ಬಿಜೆಪಿ ನಿದ್ದೆ ಮಾಡುವುದಿಲ್ಲ ನಮಗೂ ನಿದ್ದೆ ಬರದು: [493, 2015, 723, 2033]
